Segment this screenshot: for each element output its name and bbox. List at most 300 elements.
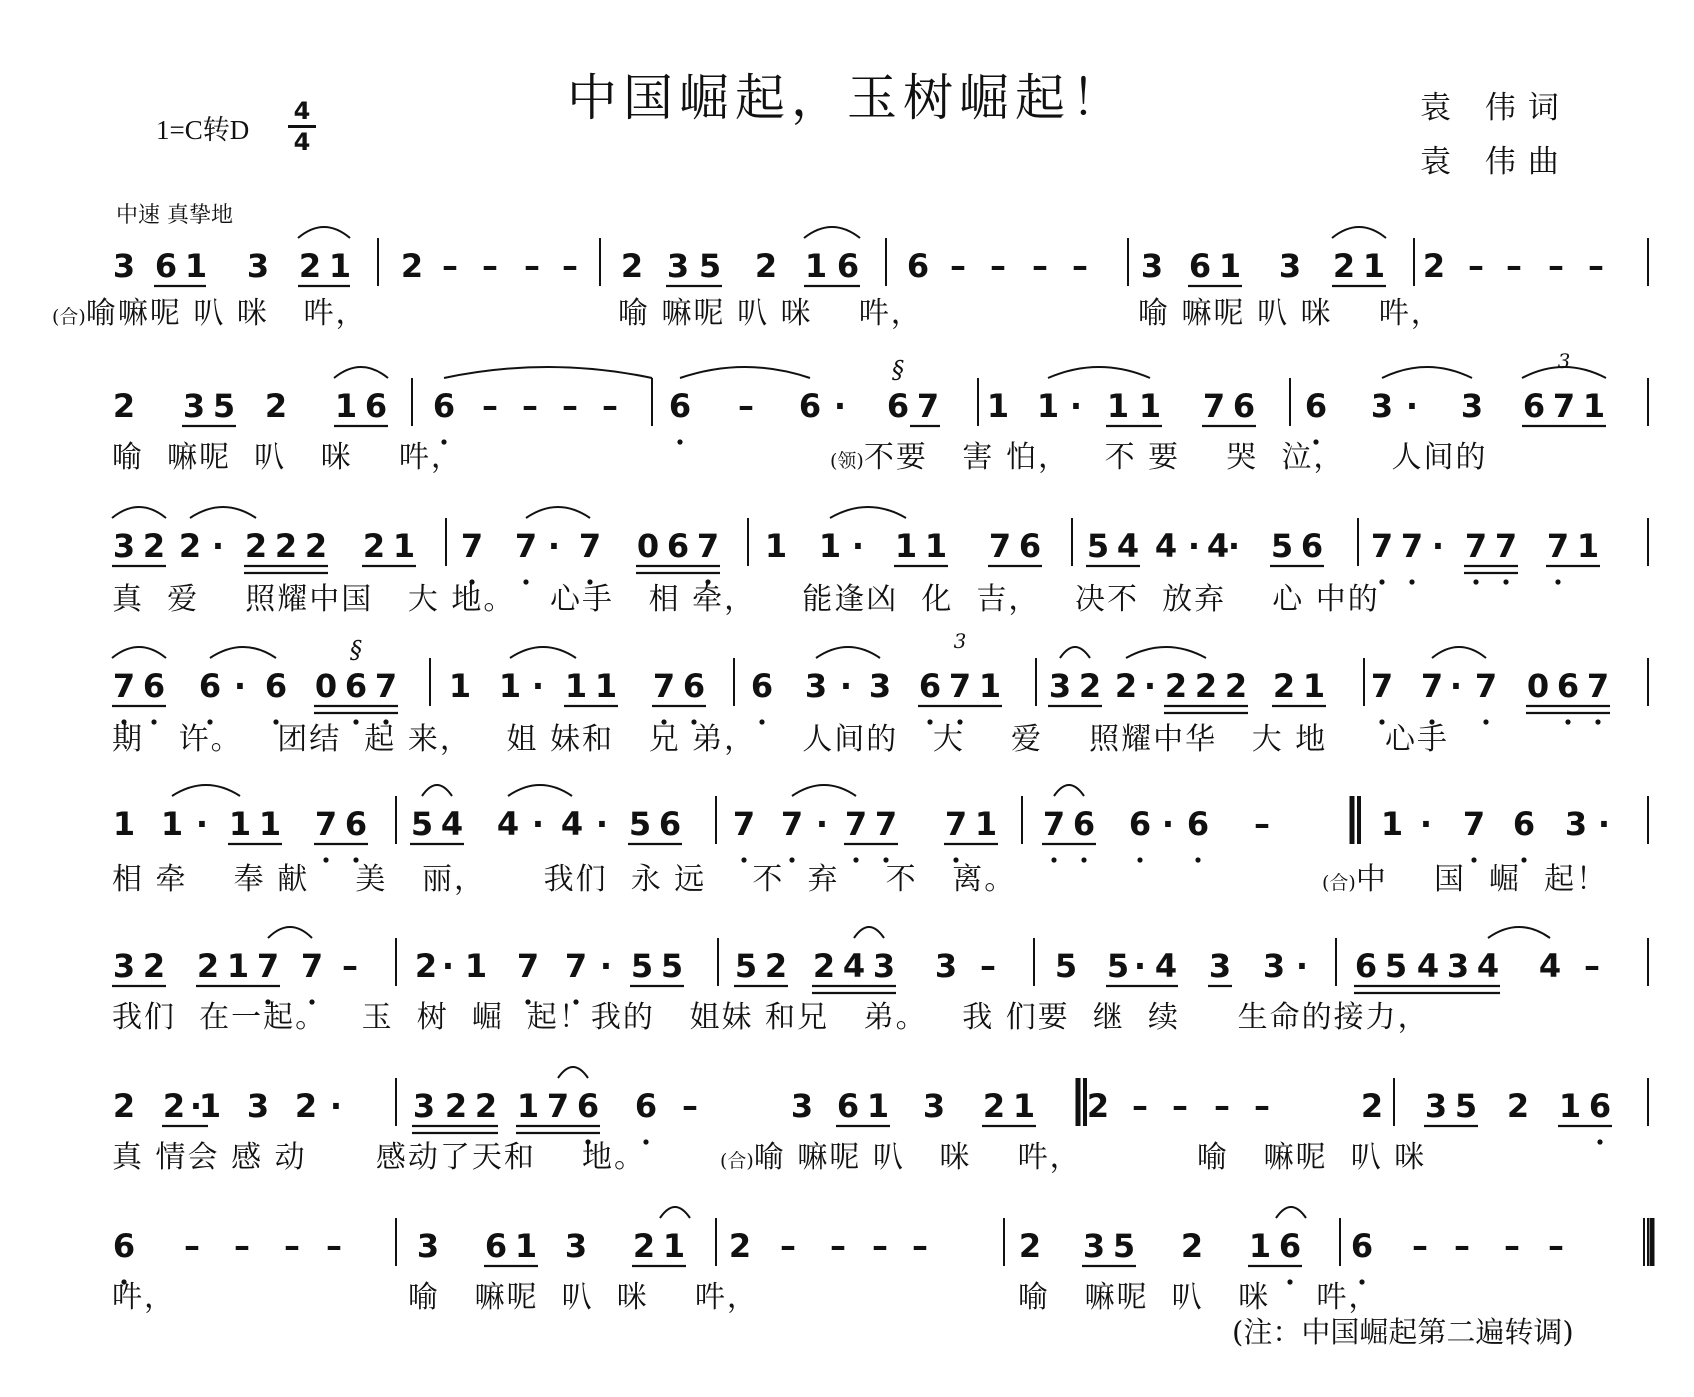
- note: 2: [1086, 1087, 1110, 1125]
- note: 4: [1538, 947, 1562, 985]
- note: 1: [1138, 387, 1162, 425]
- octave-dot: [1597, 1139, 1602, 1144]
- note: 6: [344, 667, 368, 705]
- note: 5: [734, 947, 758, 985]
- note: 2: [1164, 667, 1188, 705]
- note: ·: [1405, 387, 1419, 425]
- note: 1: [1302, 667, 1326, 705]
- note: 2: [1422, 247, 1446, 285]
- note: 2: [304, 527, 328, 565]
- triplet-mark: 3: [953, 629, 967, 653]
- note: 7: [256, 947, 280, 985]
- note: 2: [1224, 667, 1248, 705]
- note: –: [1032, 247, 1048, 285]
- note: 3: [1262, 947, 1286, 985]
- note: 6: [836, 247, 860, 285]
- note: 6: [666, 527, 690, 565]
- note: 2: [1272, 667, 1296, 705]
- chorus-label: (合): [52, 306, 86, 328]
- note: 6: [142, 667, 166, 705]
- note: 4: [1116, 527, 1140, 565]
- note: –: [184, 1227, 200, 1265]
- note: ·: [599, 947, 613, 985]
- note: 3: [564, 1227, 588, 1265]
- slur: [1382, 367, 1472, 378]
- lyric-2b: 不要 害 怕， 不 要 哭 泣， 人间的: [863, 440, 1488, 475]
- slur: [830, 507, 906, 518]
- note: 5: [698, 247, 722, 285]
- note: –: [682, 1087, 698, 1125]
- note: 3: [1564, 805, 1588, 843]
- note: 2: [162, 1087, 186, 1125]
- note: 6: [1588, 1087, 1612, 1125]
- segno-sign: §: [350, 636, 362, 664]
- note: 3: [934, 947, 958, 985]
- note: 7: [112, 667, 136, 705]
- note: 6: [112, 1227, 136, 1265]
- note: 1: [804, 247, 828, 285]
- note: 3: [1446, 947, 1470, 985]
- note: –: [1254, 1087, 1270, 1125]
- note: –: [1132, 1087, 1148, 1125]
- note: ·: [329, 1087, 343, 1125]
- note: –: [1504, 1227, 1520, 1265]
- note: ·: [233, 667, 247, 705]
- note: 1: [1036, 387, 1060, 425]
- note: 7: [564, 947, 588, 985]
- note: –: [522, 387, 538, 425]
- note: 1: [978, 667, 1002, 705]
- note: 1: [258, 805, 282, 843]
- note: 3: [112, 527, 136, 565]
- note: –: [1454, 1227, 1470, 1265]
- slur: [1276, 1207, 1306, 1218]
- note: 2: [1078, 667, 1102, 705]
- lyric-1a: 喻嘛呢 叭 咪 吽，: [85, 296, 368, 331]
- note: 2: [196, 947, 220, 985]
- note: 2: [764, 947, 788, 985]
- note: 6: [344, 805, 368, 843]
- note: –: [1548, 1227, 1564, 1265]
- slur: [526, 507, 590, 518]
- note: 1: [1576, 527, 1600, 565]
- note: –: [1254, 805, 1270, 843]
- note: 5: [212, 387, 236, 425]
- note: 1: [1248, 1227, 1272, 1265]
- note: 2: [142, 947, 166, 985]
- note: 5: [1086, 527, 1110, 565]
- note: 7: [988, 527, 1012, 565]
- note: ·: [1133, 947, 1147, 985]
- note: 5: [1054, 947, 1078, 985]
- note: 6: [886, 387, 910, 425]
- note: ·: [1431, 527, 1445, 565]
- note: 1: [464, 947, 488, 985]
- note: 3: [790, 1087, 814, 1125]
- note: 1: [764, 527, 788, 565]
- note: –: [830, 1227, 846, 1265]
- note: 0: [636, 527, 660, 565]
- note: –: [442, 247, 458, 285]
- note: 2: [474, 1087, 498, 1125]
- note: 6: [750, 667, 774, 705]
- note: 6: [798, 387, 822, 425]
- note: 4: [1154, 947, 1178, 985]
- note: 6: [836, 1087, 860, 1125]
- note: 1: [160, 805, 184, 843]
- note: –: [482, 387, 498, 425]
- note: 6: [682, 667, 706, 705]
- note: 6: [634, 1087, 658, 1125]
- note: 2: [142, 527, 166, 565]
- note: 7: [300, 947, 324, 985]
- note: 2: [728, 1227, 752, 1265]
- note: ·: [815, 805, 829, 843]
- note: 3: [1048, 667, 1072, 705]
- note: 6: [1188, 247, 1212, 285]
- note: –: [1412, 1227, 1428, 1265]
- note: 2: [298, 247, 322, 285]
- note: 7: [514, 527, 538, 565]
- slur: [1126, 647, 1206, 658]
- note: 1: [1582, 387, 1606, 425]
- slur: [1048, 367, 1150, 378]
- note: 1: [498, 667, 522, 705]
- slur: [444, 367, 652, 378]
- lyric-1c: 喻 嘛呢 叭 咪 吽，: [1138, 296, 1443, 331]
- note: 6: [906, 247, 930, 285]
- note: 5: [1106, 947, 1130, 985]
- note: 2: [1114, 667, 1138, 705]
- slur: [210, 647, 276, 658]
- slur: [1060, 647, 1090, 658]
- lyric-line-2: [830, 440, 1487, 479]
- note: 7: [696, 527, 720, 565]
- lyric-line-5: [1322, 862, 1608, 901]
- note: 1: [1362, 247, 1386, 285]
- note: 7: [916, 387, 940, 425]
- note: 6: [1350, 1227, 1374, 1265]
- note: 2: [1194, 667, 1218, 705]
- note: 7: [1202, 387, 1226, 425]
- triplet-mark: 3: [1557, 349, 1571, 373]
- note: 3: [182, 387, 206, 425]
- note: 6: [1512, 805, 1536, 843]
- note: 6: [1300, 527, 1324, 565]
- note: –: [1468, 247, 1484, 285]
- slur: [508, 785, 572, 796]
- note: 1: [334, 387, 358, 425]
- note: 1: [1106, 387, 1130, 425]
- slur: [172, 785, 240, 796]
- note: 4: [440, 805, 464, 843]
- composer-credit: 袁 伟曲: [1420, 144, 1571, 180]
- note: 3: [868, 667, 892, 705]
- lyric-line-7: [720, 1140, 1426, 1179]
- note: ·: [195, 805, 209, 843]
- note: 1: [986, 387, 1010, 425]
- slur: [510, 647, 576, 658]
- note: 3: [412, 1087, 436, 1125]
- note: 2: [632, 1227, 656, 1265]
- slur: [334, 367, 388, 378]
- note: 1: [924, 527, 948, 565]
- lyric-line-4: 期 许。 团结 起 来， 姐 妹和 兄 弟， 人间的 大 爱 照耀中华 大 地 心手: [112, 722, 1449, 757]
- lyric-8a: 吽，: [112, 1280, 176, 1315]
- note: 6: [1556, 667, 1580, 705]
- slur: [1332, 227, 1386, 238]
- note: 1: [328, 247, 352, 285]
- note: 2: [1332, 247, 1356, 285]
- note: 6: [198, 667, 222, 705]
- note: 7: [948, 667, 972, 705]
- note: 2: [264, 387, 288, 425]
- note: 7: [1462, 805, 1486, 843]
- octave-dot: [677, 439, 682, 444]
- note: ·: [1143, 667, 1157, 705]
- note: –: [1172, 1087, 1188, 1125]
- note: ·: [531, 805, 545, 843]
- octave-dot: [1565, 719, 1570, 724]
- note: 7: [516, 947, 540, 985]
- octave-dot: [1483, 719, 1488, 724]
- note: –: [562, 247, 578, 285]
- lyric-8c: 喻 嘛呢 叭 咪 吽，: [1018, 1280, 1381, 1315]
- note: 2: [754, 247, 778, 285]
- note: ·: [1069, 387, 1083, 425]
- note: 6: [918, 667, 942, 705]
- note: 4: [842, 947, 866, 985]
- note: 7: [1546, 527, 1570, 565]
- slur: [558, 1067, 588, 1078]
- chorus-label: (合): [1322, 872, 1356, 894]
- note: 5: [1270, 527, 1294, 565]
- note: 1: [866, 1087, 890, 1125]
- note: 7: [732, 805, 756, 843]
- note: 6: [1522, 387, 1546, 425]
- note: 1: [1218, 247, 1242, 285]
- note: –: [780, 1227, 796, 1265]
- note: 3: [1278, 247, 1302, 285]
- octave-dot: [1595, 719, 1600, 724]
- note: 2: [112, 387, 136, 425]
- note: 6: [154, 247, 178, 285]
- note: ·: [1597, 805, 1611, 843]
- octave-dot: [1555, 579, 1560, 584]
- note: ·: [1227, 527, 1241, 565]
- note: 7: [652, 667, 676, 705]
- note: 5: [410, 805, 434, 843]
- note: 6: [364, 387, 388, 425]
- footnote: (注：中国崛起第二遍转调): [1232, 1315, 1574, 1349]
- note: 3: [1460, 387, 1484, 425]
- octave-dot: [1137, 857, 1142, 862]
- lyric-5a: 相 牵 奉 献 美 丽， 我们 永 远 不 弃 不 离。: [112, 862, 1017, 897]
- note: 4: [1416, 947, 1440, 985]
- note: 1: [818, 527, 842, 565]
- note: –: [1548, 247, 1564, 285]
- note: –: [524, 247, 540, 285]
- note: 6: [1232, 387, 1256, 425]
- note: 2: [294, 1087, 318, 1125]
- lyric-line-1: [52, 296, 368, 335]
- octave-dot: [1081, 857, 1086, 862]
- note: 7: [1420, 667, 1444, 705]
- note: 2: [982, 1087, 1006, 1125]
- note: 2: [178, 527, 202, 565]
- octave-dot: [1473, 579, 1478, 584]
- note: 2: [1506, 1087, 1530, 1125]
- slur: [112, 647, 166, 658]
- lyric-line-6: 我们 在一起。 玉 树 崛 起！我的 姐妹 和兄 弟。 我 们要 继 续 生命的接力，: [112, 1000, 1430, 1035]
- note: 3: [804, 667, 828, 705]
- note: 2: [1018, 1227, 1042, 1265]
- note: 7: [1042, 805, 1066, 843]
- lead-label: (领): [830, 450, 864, 472]
- note: 7: [780, 805, 804, 843]
- note: 1: [894, 527, 918, 565]
- time-signature-top: 4: [293, 97, 311, 125]
- note: 6: [658, 805, 682, 843]
- note: 5: [660, 947, 684, 985]
- note: 3: [416, 1227, 440, 1265]
- lyric-8b: 喻 嘛呢 叭 咪 吽，: [408, 1280, 759, 1315]
- note: 1: [226, 947, 250, 985]
- note: –: [950, 247, 966, 285]
- note: 2: [1360, 1087, 1384, 1125]
- note: 7: [844, 805, 868, 843]
- note: 7: [374, 667, 398, 705]
- octave-dot: [1409, 579, 1414, 584]
- note: 5: [1384, 947, 1408, 985]
- note: 7: [546, 1087, 570, 1125]
- note: –: [284, 1227, 300, 1265]
- note: 1: [198, 1087, 222, 1125]
- note: 4: [1206, 527, 1230, 565]
- note: ·: [1449, 667, 1463, 705]
- note: –: [980, 947, 996, 985]
- note: 7: [314, 805, 338, 843]
- lyric-5b: 中 国 崛 起！: [1355, 862, 1609, 897]
- note: ·: [1187, 527, 1201, 565]
- note: ·: [531, 667, 545, 705]
- note: 5: [1112, 1227, 1136, 1265]
- slur: [854, 927, 884, 938]
- note: 2: [812, 947, 836, 985]
- note: –: [482, 247, 498, 285]
- lyric-7a: 真 情会 感 动 感动了天和 地。: [112, 1140, 646, 1175]
- octave-dot: [1051, 857, 1056, 862]
- note: 4: [496, 805, 520, 843]
- note: 2: [244, 527, 268, 565]
- note: 4: [1476, 947, 1500, 985]
- note: 3: [112, 247, 136, 285]
- note: 1: [448, 667, 472, 705]
- lyric-1b: 喻 嘛呢 叭 咪 吽，: [618, 296, 923, 331]
- note: 7: [1370, 667, 1394, 705]
- lyricist-credit: 袁 伟词: [1420, 90, 1571, 126]
- note: –: [342, 947, 358, 985]
- note: –: [1214, 1087, 1230, 1125]
- note: ·: [441, 947, 455, 985]
- note: –: [1506, 247, 1522, 285]
- note: 2: [274, 527, 298, 565]
- note: ·: [1295, 947, 1309, 985]
- note: 7: [578, 527, 602, 565]
- note: 7: [1464, 527, 1488, 565]
- note: 4: [560, 805, 584, 843]
- lyric-2a: 喻 嘛呢 叭 咪 吽，: [112, 440, 463, 475]
- note: 3: [246, 247, 270, 285]
- note: 2: [620, 247, 644, 285]
- note: 7: [1494, 527, 1518, 565]
- note: 7: [1552, 387, 1576, 425]
- octave-dot: [1503, 579, 1508, 584]
- time-signature-bottom: 4: [293, 128, 311, 156]
- note: 7: [1586, 667, 1610, 705]
- note: 0: [314, 667, 338, 705]
- slur: [298, 227, 350, 238]
- note: 1: [594, 667, 618, 705]
- note: 5: [630, 947, 654, 985]
- note: 1: [112, 805, 136, 843]
- note: 6: [432, 387, 456, 425]
- note: 1: [228, 805, 252, 843]
- note: ·: [547, 527, 561, 565]
- key-signature: 1=C转D: [156, 115, 250, 145]
- note: –: [912, 1227, 928, 1265]
- slur: [816, 647, 880, 658]
- note: 1: [1558, 1087, 1582, 1125]
- note: 7: [874, 805, 898, 843]
- slur: [1054, 785, 1084, 796]
- note: 6: [1072, 805, 1096, 843]
- note: 0: [1526, 667, 1550, 705]
- note: 1: [662, 1227, 686, 1265]
- note: 7: [944, 805, 968, 843]
- note: 1: [1380, 805, 1404, 843]
- slur: [792, 785, 856, 796]
- note: ·: [1419, 805, 1433, 843]
- note: –: [990, 247, 1006, 285]
- song-title: 中国崛起，玉树崛起！: [567, 69, 1127, 127]
- note: –: [872, 1227, 888, 1265]
- note: ·: [595, 805, 609, 843]
- note: 7: [1370, 527, 1394, 565]
- note: 3: [922, 1087, 946, 1125]
- note: 4: [1154, 527, 1178, 565]
- lyric-7b: 喻 嘛呢 叭 咪 吽， 喻 嘛呢 叭 咪: [753, 1140, 1427, 1175]
- note: 3: [1208, 947, 1232, 985]
- note: 6: [668, 387, 692, 425]
- note: 6: [1354, 947, 1378, 985]
- note: ·: [833, 387, 847, 425]
- chorus-label: (合): [720, 1150, 754, 1172]
- note: 3: [1140, 247, 1164, 285]
- slur: [190, 507, 256, 518]
- octave-dot: [1379, 579, 1384, 584]
- note: 1: [1012, 1087, 1036, 1125]
- slur: [112, 507, 166, 518]
- note: 3: [666, 247, 690, 285]
- note: 1: [974, 805, 998, 843]
- note: 7: [460, 527, 484, 565]
- lyric-line-3: 真 爱 照耀中国 大 地。 心手 相 牵， 能逢凶 化 吉， 决不 放弃 心 中的: [112, 582, 1380, 617]
- note: ·: [839, 667, 853, 705]
- note: 7: [1474, 667, 1498, 705]
- note: 2: [112, 1087, 136, 1125]
- note: –: [326, 1227, 342, 1265]
